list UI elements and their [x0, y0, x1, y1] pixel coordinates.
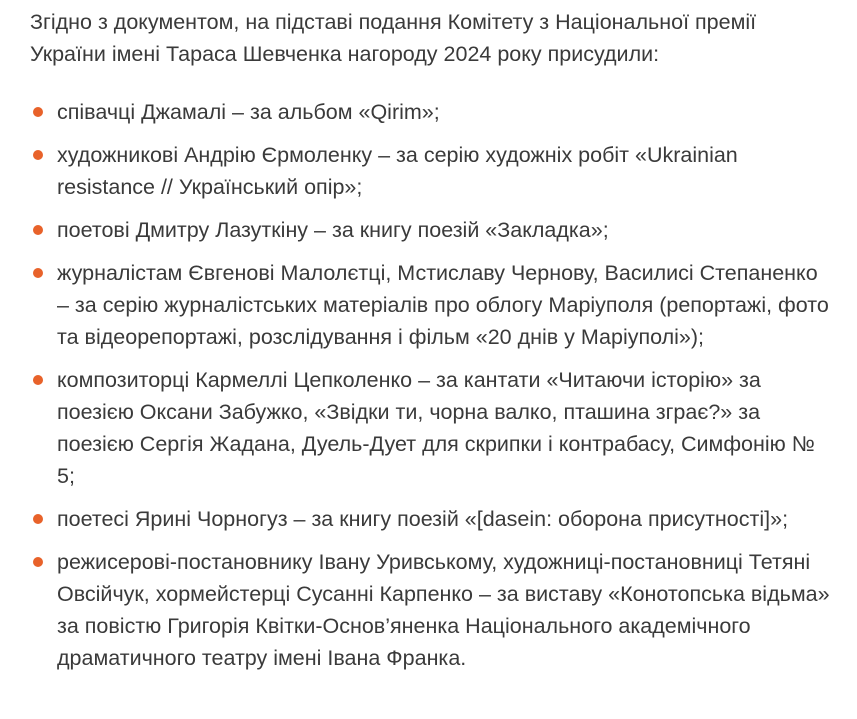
list-item-text: поетові Дмитру Лазуткіну – за книгу поезій «Закладка»;: [57, 218, 609, 242]
award-list: [30, 96, 830, 674]
intro-paragraph: Згідно з документом, на підставі подання Комітету з Національної премії України імені Тараса Шевченка нагороду 2024 року присудили:: [30, 10, 757, 66]
list-item: [30, 503, 830, 535]
bullet-icon: [33, 375, 43, 385]
list-item-text: художникові Андрію Єрмоленку – за серію художніх робіт «Ukrainian resistance // Український опір»;: [57, 143, 738, 199]
list-item-text: співачці Джамалі – за альбом «Qirim»;: [57, 100, 440, 124]
list-item: [30, 214, 830, 246]
article-body: [30, 0, 830, 685]
bullet-icon: [33, 225, 43, 235]
list-item-text: журналістам Євгенові Малолєтці, Мстиславу Чернову, Василисі Степаненко – за серію журналістських матеріалів про облогу Маріуполя (репортажі, фото та відеорепортажі, розслідування і фільм «20 днів у Маріуполі»);: [57, 261, 829, 349]
bullet-icon: [33, 150, 43, 160]
list-item: [30, 364, 830, 492]
bullet-icon: [33, 268, 43, 278]
list-item-text: композиторці Кармеллі Цепколенко – за кантати «Читаючи історію» за поезією Оксани Забужко, «Звідки ти, чорна валко, пташина зграє?» за поезією Сергія Жадана, Дуель-Дует для скрипки і контрабасу, Симфонію № 5;: [57, 368, 815, 488]
bullet-icon: [33, 107, 43, 117]
list-item-text: режисерові-постановнику Івану Уривському, художниці-постановниці Тетяні Овсійчук, хормейстерці Сусанні Карпенко – за виставу «Конотопська відьма» за повістю Григорія Квітки-Основ’яненка Національного академічного драматичного театру імені Івана Франка.: [57, 550, 830, 670]
list-item: [30, 139, 830, 203]
list-item: [30, 546, 830, 674]
bullet-icon: [33, 557, 43, 567]
list-item: [30, 257, 830, 353]
bullet-icon: [33, 514, 43, 524]
list-item: [30, 96, 830, 128]
list-item-text: поетесі Ярині Чорногуз – за книгу поезій «[dasein: оборона присутності]»;: [57, 507, 789, 531]
